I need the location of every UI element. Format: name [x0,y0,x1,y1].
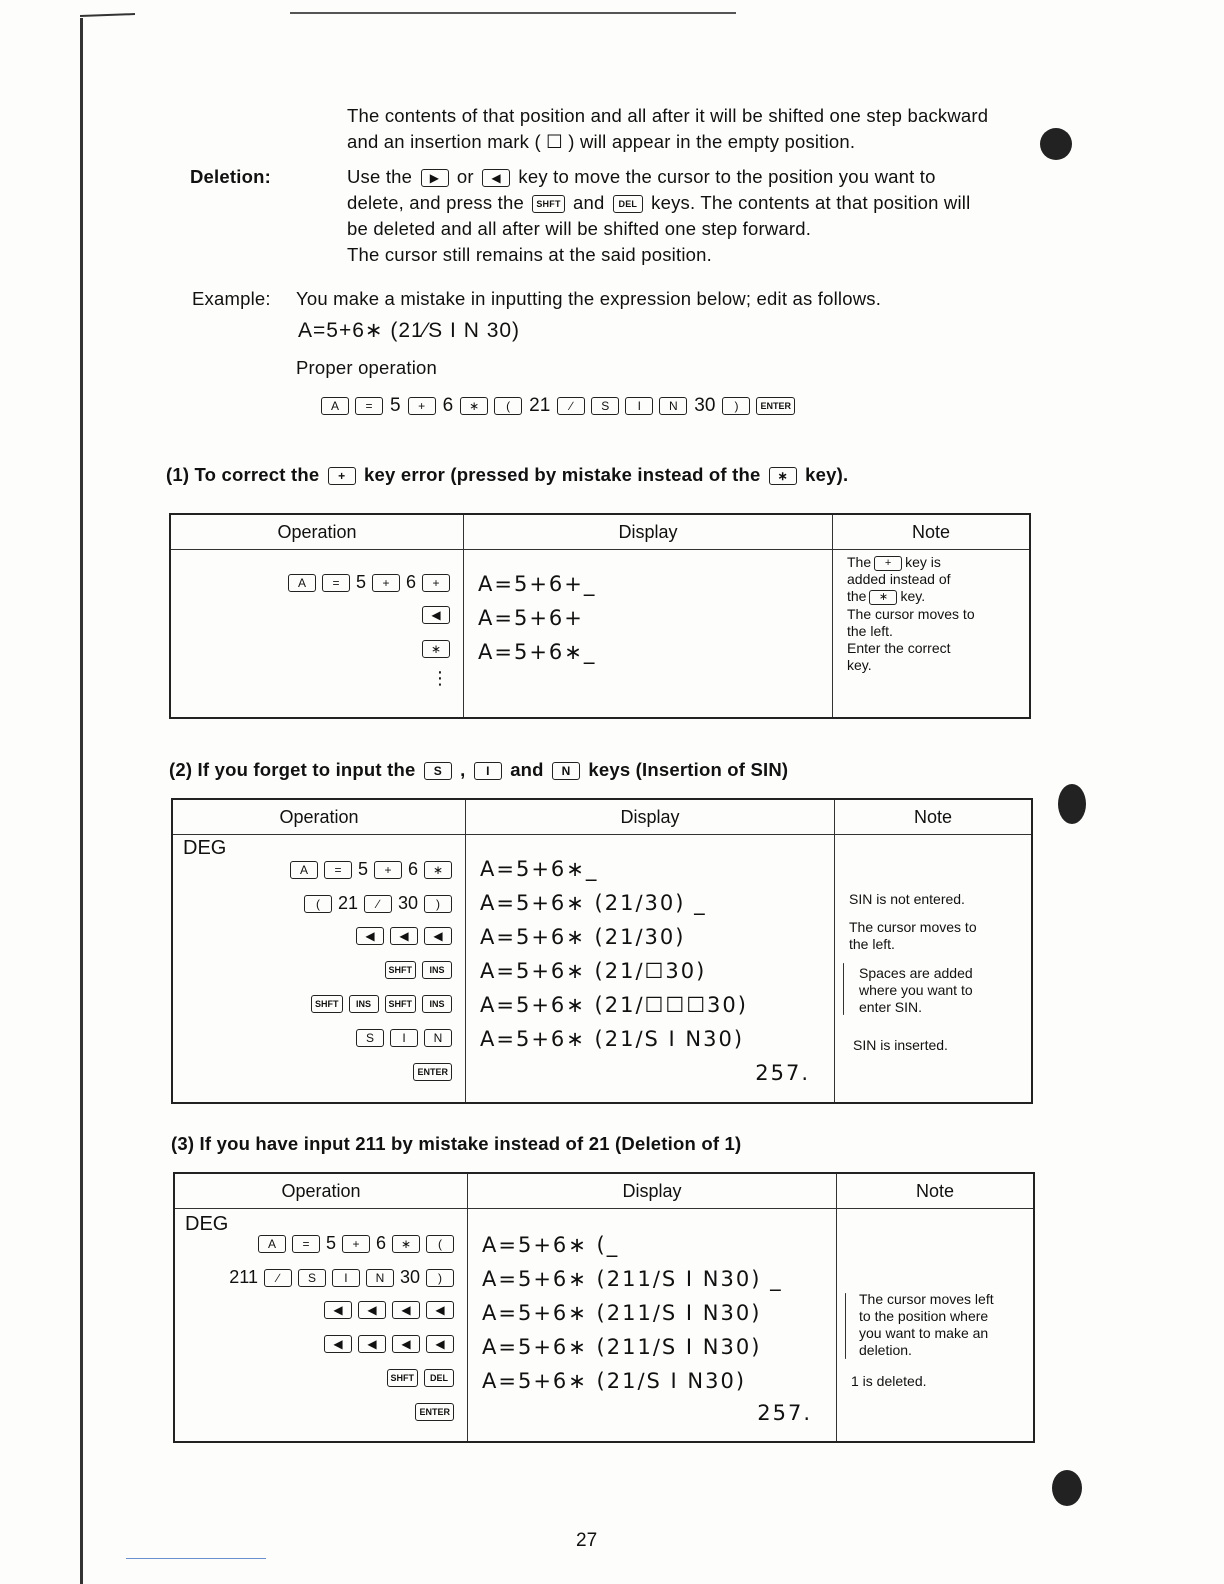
plus-key: + [408,397,436,415]
plus-key: + [874,556,902,571]
display-cell [464,550,833,719]
multiply-key: ∗ [869,590,897,605]
display-line: A=5+6∗ (211∕S I N30) [482,1335,762,1359]
col-note: Note [837,1173,1035,1209]
text-fragment: The cursor moves left [859,1291,994,1307]
text-fragment [847,554,941,571]
col-note: Note [833,514,1031,550]
page-number: 27 [576,1530,598,1551]
text-fragment: The cursor moves to [847,606,975,622]
display-line: A=5+6∗ (21∕☐30) [480,959,707,983]
text-fragment: key. [900,588,926,604]
left-arrow-key: ◀ [424,927,452,945]
note-cell [833,550,1031,719]
display-line: A=5+6∗ (21∕30) [480,925,686,949]
digit-entry: 21 [529,395,551,416]
ins-key: INS [422,961,452,979]
shift-key: SHFT [385,961,417,979]
proper-operation-label: Proper operation [296,357,438,378]
s-key: S [424,762,452,780]
operation-cell [174,1209,468,1443]
deg-indicator: DEG [183,837,227,859]
col-display: Display [464,514,833,550]
left-arrow-key: ◀ [358,1301,386,1319]
enter-key: ENTER [413,1063,452,1081]
display-line: A=5+6+ [478,606,584,630]
a-key: A [290,861,318,879]
display-line: A=5+6∗ (21∕S I N30) [482,1369,747,1393]
s-key: S [356,1029,384,1047]
i-key: I [474,762,502,780]
ins-key: INS [422,995,452,1013]
example-text: You make a mistake in inputting the expression below; edit as follows. [296,288,882,309]
text-fragment: 1 is deleted. [851,1373,927,1389]
i-key: I [332,1269,360,1287]
insertion-mark: ☐ [546,131,563,152]
n-key: N [366,1269,394,1287]
left-margin-line [80,18,83,1584]
multiply-key: ∗ [424,861,452,879]
a-key: A [258,1235,286,1253]
del-key: DEL [424,1369,454,1387]
display-cell [466,835,835,1104]
col-operation: Operation [170,514,464,550]
digit-entry: 30 [399,1267,420,1287]
text-fragment: The [847,554,872,570]
equals-key: = [324,861,352,879]
text-fragment: SIN is not entered. [849,891,965,907]
text-fragment: to the position where [859,1308,989,1324]
col-operation: Operation [174,1173,468,1209]
text-fragment: key. [847,657,872,673]
left-arrow-key: ◀ [392,1335,420,1353]
section-2-table [171,798,1033,1104]
a-key: A [321,397,349,415]
top-rule [290,12,736,14]
display-line: A=5+6∗ (21∕S I N30) [480,1027,745,1051]
divide-key: ∕ [557,397,585,415]
plus-key: + [342,1235,370,1253]
deletion-line-4: The cursor still remains at the said position. [347,244,712,265]
display-result: 257. [755,1061,810,1085]
left-arrow-key: ◀ [324,1335,352,1353]
display-line: A=5+6∗ (211∕S I N30) [482,1301,762,1325]
text-fragment: Enter the correct [847,640,951,656]
multiply-key: ∗ [422,640,450,658]
example-expression: A=5+6∗ (21∕S I N 30) [298,319,521,342]
note-cell [835,835,1033,1104]
digit-entry: 21 [337,893,358,913]
left-arrow-key: ◀ [426,1301,454,1319]
left-arrow-key: ◀ [422,606,450,624]
section-2-heading: (2) If you forget to input the S , I and N keys (Insertion of SIN) [169,759,789,780]
shift-key: SHFT [387,1369,419,1387]
text-fragment: SIN is inserted. [853,1037,948,1053]
text-fragment: added instead of [847,571,951,587]
continuation-dots: ⋮ [431,668,449,688]
col-display: Display [468,1173,837,1209]
n-key: N [552,762,580,780]
equals-key: = [292,1235,320,1253]
section-3-heading: (3) If you have input 211 by mistake instead of 21 (Deletion of 1) [171,1133,742,1154]
shift-key: SHFT [311,995,343,1013]
left-arrow-key: ◀ [356,927,384,945]
right-paren-key: ) [722,397,750,415]
deletion-line-2: delete, and press the SHFT and DEL keys. The contents at that position will [347,192,971,213]
display-line: A=5+6∗ (_ [482,1233,620,1257]
multiply-key: ∗ [392,1235,420,1253]
digit-entry: 6 [405,572,416,592]
col-note: Note [835,799,1033,835]
bottom-rule [126,1558,266,1559]
s-key: S [591,397,619,415]
digit-entry: 5 [390,395,401,416]
text-fragment: enter SIN. [859,999,923,1015]
display-line: A=5+6∗ (211∕S I N30) _ [482,1267,783,1291]
plus-key: + [422,574,450,592]
digit-entry: 211 [229,1267,258,1287]
intro-line-2: and an insertion mark ( ☐ ) will appear in the empty position. [347,131,856,152]
left-arrow-key: ◀ [324,1301,352,1319]
text-fragment: the [847,588,867,604]
digit-entry: 30 [694,395,716,416]
col-display: Display [466,799,835,835]
multiply-key: ∗ [460,397,488,415]
enter-key: ENTER [756,397,795,415]
left-arrow-key: ◀ [390,927,418,945]
example-label: Example: [192,288,271,309]
operation-cell [170,550,464,719]
shift-key: SHFT [385,995,417,1013]
display-line: A=5+6+_ [478,572,597,596]
section-3-table [173,1172,1035,1443]
digit-entry: 6 [375,1233,386,1253]
display-line: A=5+6∗_ [480,857,599,881]
text-fragment: key is [905,554,941,570]
col-operation: Operation [172,799,466,835]
display-line: A=5+6∗_ [478,640,597,664]
digit-entry: 5 [325,1233,336,1253]
a-key: A [288,574,316,592]
text-fragment [847,588,925,605]
left-arrow-key: ◀ [392,1301,420,1319]
equals-key: = [322,574,350,592]
equals-key: = [355,397,383,415]
deletion-line-1: Use the ▶ or ◀ key to move the cursor to the position you want to [347,166,936,187]
i-key: I [390,1029,418,1047]
operation-cell [172,835,466,1104]
digit-entry: 5 [357,859,368,879]
section-1-heading: (1) To correct the + key error (pressed by mistake instead of the ∗ key). [166,464,849,485]
divide-key: ∕ [264,1269,292,1287]
ins-key: INS [349,995,379,1013]
digit-entry: 6 [407,859,418,879]
digit-entry: 5 [355,572,366,592]
display-cell [468,1209,837,1443]
shift-key: SHFT [532,195,564,213]
left-paren-key: ( [426,1235,454,1253]
plus-key: + [374,861,402,879]
multiply-key: ∗ [769,467,797,485]
deletion-label: Deletion: [190,166,271,187]
left-arrow-key: ◀ [426,1335,454,1353]
text-fragment: you want to make an [859,1325,989,1341]
note-cell [837,1209,1035,1443]
n-key: N [659,397,687,415]
text-fragment: The cursor moves to [849,919,977,935]
left-paren-key: ( [494,397,522,415]
text-fragment: the left. [847,623,893,639]
display-result: 257. [757,1401,812,1425]
punch-hole-mark [1040,128,1072,160]
divide-key: ∕ [364,895,392,913]
display-line: A=5+6∗ (21∕☐☐☐30) [480,993,748,1017]
top-left-mark [80,13,135,17]
left-paren-key: ( [304,895,332,913]
n-key: N [424,1029,452,1047]
display-line: A=5+6∗ (21∕30) _ [480,891,707,915]
right-paren-key: ) [424,895,452,913]
left-arrow-key: ◀ [482,169,510,187]
right-paren-key: ) [426,1269,454,1287]
text-fragment: the left. [849,936,895,952]
text-fragment: deletion. [859,1342,912,1358]
deg-indicator: DEG [185,1213,229,1235]
del-key: DEL [613,195,643,213]
enter-key: ENTER [415,1403,454,1421]
left-arrow-key: ◀ [358,1335,386,1353]
punch-hole-mark [1052,1470,1082,1506]
digit-entry: 30 [397,893,418,913]
plus-key: + [328,467,356,485]
text-fragment: Spaces are added [859,965,973,981]
deletion-line-3: be deleted and all after will be shifted one step forward. [347,218,812,239]
i-key: I [625,397,653,415]
plus-key: + [372,574,400,592]
right-arrow-key: ▶ [421,169,449,187]
section-1-table [169,513,1031,719]
punch-hole-mark [1058,784,1086,824]
intro-line-1: The contents of that position and all after it will be shifted one step backward [347,105,989,126]
text-fragment: where you want to [859,982,973,998]
digit-entry: 6 [442,395,454,416]
s-key: S [298,1269,326,1287]
proper-operation-sequence [318,395,798,417]
